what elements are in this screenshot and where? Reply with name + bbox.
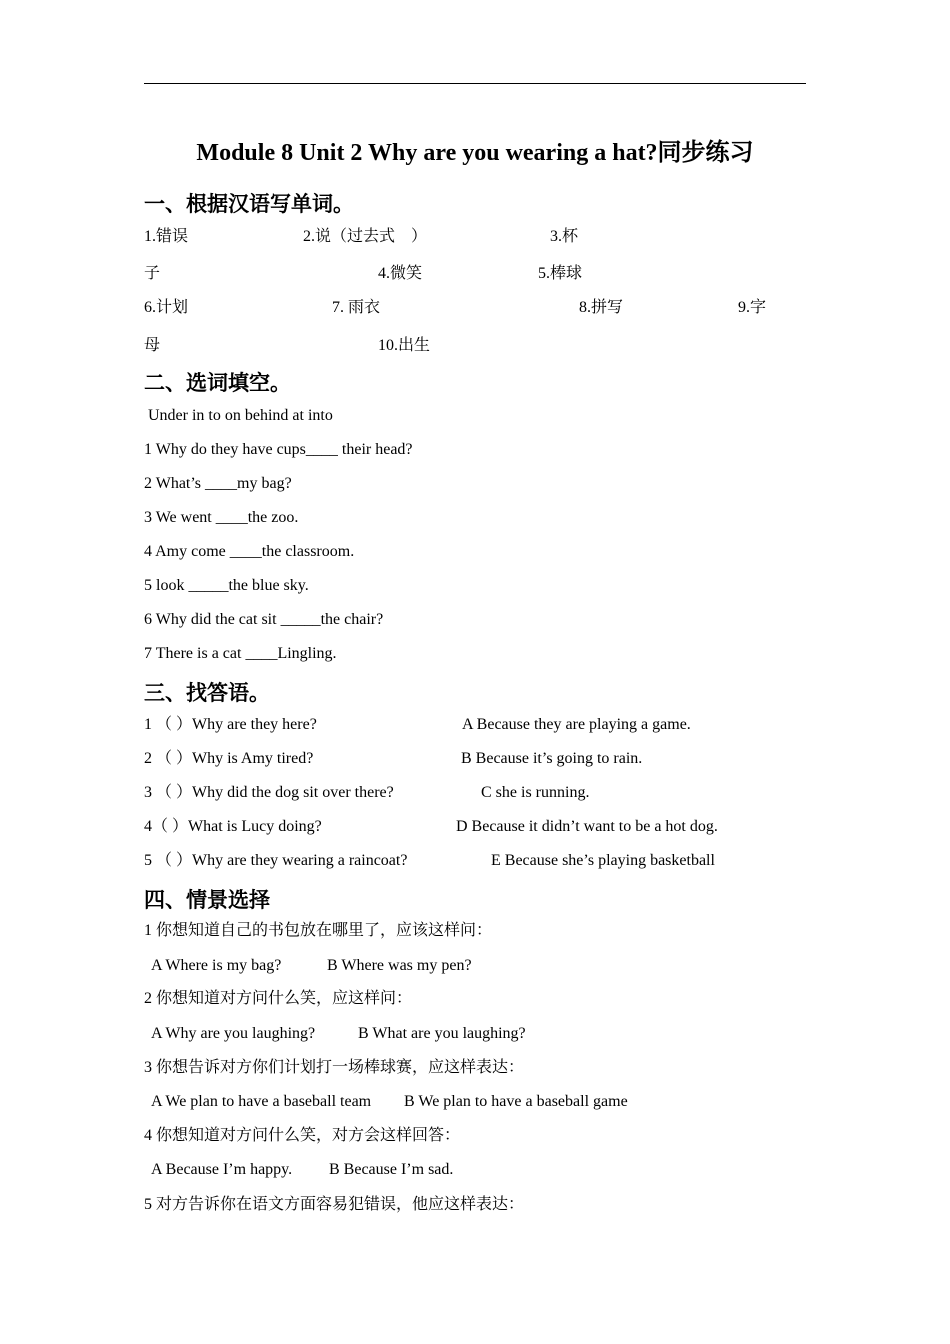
- scenario-option-a: A Where is my bag?: [151, 957, 282, 974]
- scenario-prompt: 2 你想知道对方问什么笑，应这样问：: [144, 990, 413, 1007]
- fill-item: 5 look _____the blue sky.: [144, 577, 309, 594]
- vocab-item-3: 3.杯: [550, 228, 579, 245]
- vocab-item-5: 5.棒球: [538, 265, 583, 282]
- vocab-item-1: 1.错误: [144, 228, 189, 245]
- vocab-item-8: 8.拼写: [579, 299, 624, 316]
- fill-item: 7 There is a cat ____Lingling.: [144, 645, 337, 662]
- document-title: Module 8 Unit 2 Why are you wearing a hat?同步练习: [196, 140, 754, 166]
- match-question: 1 （ ）Why are they here?: [144, 716, 317, 733]
- match-question: 5 （ ）Why are they wearing a raincoat?: [144, 852, 408, 869]
- section3-heading: 三、找答语。: [144, 681, 270, 705]
- match-answer: A Because they are playing a game.: [462, 716, 691, 733]
- vocab-item-7: 7. 雨衣: [332, 299, 381, 316]
- scenario-prompt: 3 你想告诉对方你们计划打一场棒球赛，应这样表达：: [144, 1059, 525, 1076]
- scenario-option-b: B Where was my pen?: [327, 957, 472, 974]
- vocab-item-6: 6.计划: [144, 299, 189, 316]
- scenario-option-b: B Because I’m sad.: [329, 1161, 454, 1178]
- section1-heading: 一、根据汉语写单词。: [144, 192, 354, 216]
- vocab-item-4: 4.微笑: [378, 265, 423, 282]
- vocab-item-10: 10.出生: [378, 337, 431, 354]
- word-bank: Under in to on behind at into: [148, 407, 333, 424]
- match-question: 3 （ ）Why did the dog sit over there?: [144, 784, 394, 801]
- fill-item: 1 Why do they have cups____ their head?: [144, 441, 413, 458]
- vocab-item-3-cont: 子: [144, 265, 161, 282]
- scenario-prompt: 1 你想知道自己的书包放在哪里了，应该这样问：: [144, 922, 493, 939]
- vocab-item-9-cont: 母: [144, 337, 161, 354]
- fill-item: 2 What’s ____my bag?: [144, 475, 292, 492]
- scenario-option-b: B We plan to have a baseball game: [404, 1093, 628, 1110]
- scenario-option-b: B What are you laughing?: [358, 1025, 526, 1042]
- match-question: 2 （ ）Why is Amy tired?: [144, 750, 314, 767]
- scenario-option-a: A Because I’m happy.: [151, 1161, 293, 1178]
- section4-heading: 四、情景选择: [144, 888, 270, 912]
- match-answer: B Because it’s going to rain.: [461, 750, 643, 767]
- scenario-prompt: 5 对方告诉你在语文方面容易犯错误，他应这样表达：: [144, 1196, 525, 1213]
- header-rule: [144, 83, 806, 84]
- fill-item: 4 Amy come ____the classroom.: [144, 543, 355, 560]
- scenario-option-a: A Why are you laughing?: [151, 1025, 316, 1042]
- match-answer: E Because she’s playing basketball: [491, 852, 715, 869]
- match-answer: C she is running.: [481, 784, 590, 801]
- section2-heading: 二、选词填空。: [144, 371, 291, 395]
- scenario-prompt: 4 你想知道对方问什么笑，对方会这样回答：: [144, 1127, 461, 1144]
- vocab-item-2: 2.说（过去式 ）: [303, 228, 428, 245]
- fill-item: 6 Why did the cat sit _____the chair?: [144, 611, 384, 628]
- vocab-item-9: 9.字: [738, 299, 767, 316]
- fill-item: 3 We went ____the zoo.: [144, 509, 299, 526]
- match-question: 4（ ）What is Lucy doing?: [144, 818, 322, 835]
- match-answer: D Because it didn’t want to be a hot dog.: [456, 818, 718, 835]
- scenario-option-a: A We plan to have a baseball team: [151, 1093, 372, 1110]
